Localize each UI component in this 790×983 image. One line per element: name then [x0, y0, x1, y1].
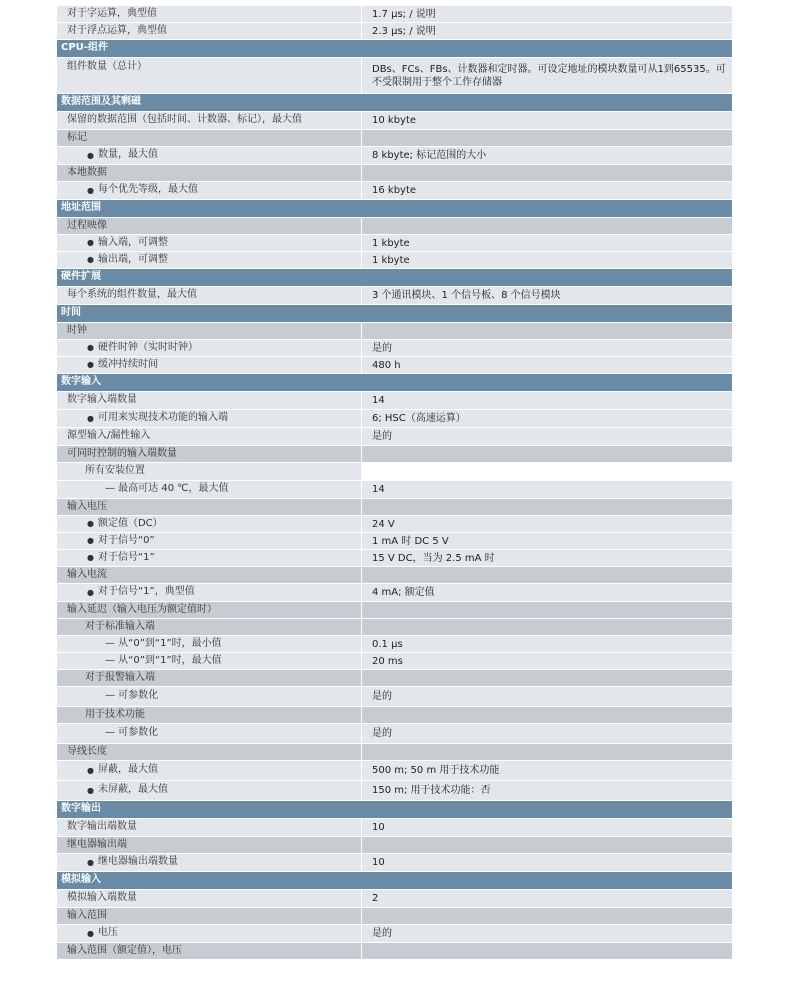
spec-label: ● 缓冲持续时间	[57, 357, 361, 373]
spec-label: 每个系统的组件数量，最大值	[57, 287, 361, 304]
spec-label: 数字输出端数量	[57, 819, 361, 836]
spec-value: 2.3 µs; / 说明	[361, 23, 732, 39]
section-header	[57, 801, 732, 819]
section-title: CPU-组件	[61, 42, 108, 54]
section-title: 数字输出	[61, 803, 101, 815]
spec-label: 输入电流	[57, 567, 361, 583]
spec-row	[57, 428, 732, 446]
spec-row	[57, 357, 732, 374]
spec-value: 是的	[361, 428, 732, 445]
spec-value	[361, 463, 732, 480]
spec-value	[361, 323, 732, 339]
section-header	[57, 269, 732, 287]
spec-label: 保留的数据范围（包括时间、计数器、标记），最大值	[57, 112, 361, 129]
spec-row	[57, 481, 732, 499]
spec-label: — 可参数化	[57, 724, 361, 743]
spec-label: — 最高可达 40 ℃，最大值	[57, 481, 361, 498]
spec-value: 是的	[361, 724, 732, 743]
spec-label: ● 可用来实现技术功能的输入端	[57, 410, 361, 427]
spec-value: 4 mA; 额定值	[361, 584, 732, 601]
group-row	[57, 165, 732, 182]
spec-value: 15 V DC，当为 2.5 mA 时	[361, 550, 732, 566]
spec-label: ● 输出端，可调整	[57, 252, 361, 268]
spec-label: 输入范围（额定值），电压	[57, 943, 361, 959]
spec-row	[57, 235, 732, 252]
spec-row	[57, 147, 732, 165]
group-row	[57, 908, 732, 925]
spec-row	[57, 781, 732, 801]
spec-row	[57, 687, 732, 707]
spec-label: ● 硬件时钟（实时时钟）	[57, 340, 361, 356]
spec-label: 导线长度	[57, 744, 361, 760]
spec-value: 24 V	[361, 516, 732, 532]
section-title: 数字输入	[61, 376, 101, 388]
spec-row	[57, 653, 732, 670]
spec-value: 14	[361, 392, 732, 409]
spec-label: 对于字运算，典型值	[57, 6, 361, 22]
spec-value	[361, 707, 732, 723]
group-row	[57, 446, 732, 463]
group-row	[57, 744, 732, 761]
spec-label: 标记	[57, 130, 361, 146]
spec-value: 1 mA 时 DC 5 V	[361, 533, 732, 549]
spec-label: 输入电压	[57, 499, 361, 515]
spec-value: 是的	[361, 687, 732, 706]
section-title: 硬件扩展	[61, 271, 101, 283]
spec-label: ● 对于信号“1”，典型值	[57, 584, 361, 601]
spec-row	[57, 925, 732, 943]
group-row	[57, 619, 732, 636]
spec-value: 480 h	[361, 357, 732, 373]
spec-value	[361, 908, 732, 924]
spec-row	[57, 463, 732, 481]
spec-row	[57, 6, 732, 23]
section-header	[57, 872, 732, 890]
spec-value	[361, 499, 732, 515]
spec-label: 模拟输入端数量	[57, 890, 361, 907]
spec-value: 1 kbyte	[361, 252, 732, 268]
spec-label: ● 输入端，可调整	[57, 235, 361, 251]
group-row	[57, 499, 732, 516]
spec-label: 时钟	[57, 323, 361, 339]
spec-value: 10	[361, 819, 732, 836]
spec-label: 对于标准输入端	[57, 619, 361, 635]
group-row	[57, 670, 732, 687]
spec-value: 是的	[361, 925, 732, 942]
spec-label: — 可参数化	[57, 687, 361, 706]
spec-value	[361, 218, 732, 234]
group-row	[57, 567, 732, 584]
spec-row	[57, 636, 732, 653]
spec-value: 10 kbyte	[361, 112, 732, 129]
spec-label: 本地数据	[57, 165, 361, 181]
spec-value: 16 kbyte	[361, 182, 732, 199]
spec-value	[361, 670, 732, 686]
spec-value: 是的	[361, 340, 732, 356]
group-row	[57, 323, 732, 340]
spec-row	[57, 410, 732, 428]
spec-row	[57, 890, 732, 908]
spec-label: — 从“0”到“1”时，最小值	[57, 636, 361, 652]
spec-row	[57, 724, 732, 744]
spec-value: 0.1 µs	[361, 636, 732, 652]
spec-row	[57, 58, 732, 94]
group-row	[57, 943, 732, 960]
spec-label: — 从“0”到“1”时，最大值	[57, 653, 361, 669]
group-row	[57, 130, 732, 147]
spec-label: ● 对于信号“0”	[57, 533, 361, 549]
section-title: 数据范围及其剩磁	[61, 96, 141, 108]
section-title: 地址范围	[61, 202, 101, 214]
spec-label: 对于报警输入端	[57, 670, 361, 686]
spec-label: ● 数量，最大值	[57, 147, 361, 164]
spec-value: 20 ms	[361, 653, 732, 669]
spec-row	[57, 516, 732, 533]
section-header	[57, 94, 732, 112]
section-header	[57, 200, 732, 218]
spec-label: 源型输入/漏性输入	[57, 428, 361, 445]
spec-row	[57, 252, 732, 269]
spec-row	[57, 182, 732, 200]
spec-value	[361, 130, 732, 146]
section-title: 时间	[61, 307, 81, 319]
spec-value	[361, 567, 732, 583]
group-row	[57, 218, 732, 235]
spec-value: 1.7 µs; / 说明	[361, 6, 732, 22]
spec-value: 150 m; 用于技术功能：否	[361, 781, 732, 800]
spec-label: 输入范围	[57, 908, 361, 924]
spec-value	[361, 602, 732, 618]
spec-value	[361, 619, 732, 635]
spec-label: ● 对于信号“1”	[57, 550, 361, 566]
spec-label: 所有安装位置	[57, 463, 361, 480]
spec-label: ● 额定值（DC）	[57, 516, 361, 532]
spec-value	[361, 744, 732, 760]
spec-value: 14	[361, 481, 732, 498]
spec-value: 8 kbyte; 标记范围的大小	[361, 147, 732, 164]
section-title: 模拟输入	[61, 874, 101, 886]
spec-value: 3 个通讯模块、1 个信号板、8 个信号模块	[361, 287, 732, 304]
spec-row	[57, 819, 732, 837]
spec-row	[57, 584, 732, 602]
spec-row	[57, 533, 732, 550]
spec-value	[361, 837, 732, 853]
spec-label: 用于技术功能	[57, 707, 361, 723]
spec-label: ● 屏蔽，最大值	[57, 761, 361, 780]
section-header	[57, 40, 732, 58]
section-header	[57, 374, 732, 392]
spec-row	[57, 340, 732, 357]
spec-label: ● 电压	[57, 925, 361, 942]
spec-value	[361, 943, 732, 959]
spec-label: 继电器输出端	[57, 837, 361, 853]
spec-row	[57, 287, 732, 305]
spec-row	[57, 761, 732, 781]
spec-label: ● 未屏蔽，最大值	[57, 781, 361, 800]
spec-row	[57, 112, 732, 130]
spec-row	[57, 550, 732, 567]
spec-value: 2	[361, 890, 732, 907]
spec-label: ● 每个优先等级，最大值	[57, 182, 361, 199]
spec-label: 数字输入端数量	[57, 392, 361, 409]
spec-value: 1 kbyte	[361, 235, 732, 251]
spec-label: ● 继电器输出端数量	[57, 854, 361, 871]
spec-table	[57, 6, 732, 960]
spec-value	[361, 165, 732, 181]
spec-label: 过程映像	[57, 218, 361, 234]
spec-value: 10	[361, 854, 732, 871]
spec-label: 对于浮点运算，典型值	[57, 23, 361, 39]
spec-label: 输入延迟（输入电压为额定值时）	[57, 602, 361, 618]
spec-label: 组件数量（总计）	[57, 58, 361, 93]
spec-row	[57, 23, 732, 40]
group-row	[57, 602, 732, 619]
spec-value: 500 m; 50 m 用于技术功能	[361, 761, 732, 780]
section-header	[57, 305, 732, 323]
spec-value: 6; HSC（高速运算）	[361, 410, 732, 427]
spec-row	[57, 392, 732, 410]
spec-row	[57, 854, 732, 872]
spec-value	[361, 446, 732, 462]
group-row	[57, 707, 732, 724]
group-row	[57, 837, 732, 854]
spec-label: 可同时控制的输入端数量	[57, 446, 361, 462]
spec-value: DBs、FCs、FBs、计数器和定时器。可设定地址的模块数量可从1到65535。可不受限制用于整个工作存储器	[361, 58, 732, 93]
